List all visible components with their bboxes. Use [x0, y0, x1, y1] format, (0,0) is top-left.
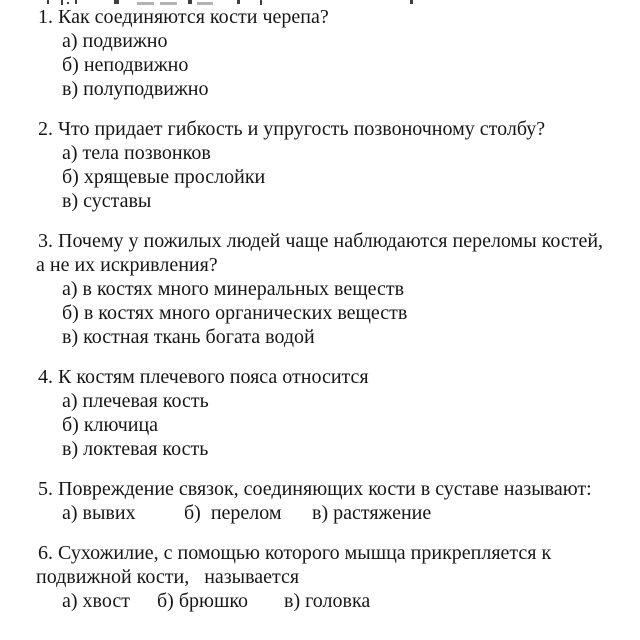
option-v: в) растяжение [312, 502, 432, 524]
option-a: а) подвижно [62, 30, 168, 52]
question-title: Сухожилие, с помощью которого мышца прикрепляется к [58, 542, 552, 564]
question-block-1 [38, 5, 632, 101]
option-v: в) костная ткань богата водой [62, 326, 315, 348]
option-b: б) неподвижно [62, 54, 189, 76]
question-text [38, 5, 632, 29]
clipped-text-fragment [188, 0, 192, 4]
option-v: в) головка [284, 590, 371, 612]
quiz-content [0, 5, 640, 613]
question-title: Что придает гибкость и упругость позвоночному столбу? [58, 118, 546, 140]
question-number: 6. [38, 542, 53, 564]
option-a: а) хвост [62, 590, 130, 612]
option-a: а) тела позвонков [62, 142, 211, 164]
question-block-4 [38, 365, 632, 461]
options-row [62, 501, 632, 525]
question-text [38, 477, 632, 501]
options-row [62, 589, 632, 613]
question-number: 4. [38, 366, 53, 388]
question-number: 3. [38, 230, 53, 252]
option-b: б) перелом [184, 502, 282, 524]
question-title: Как соединяются кости черепа? [58, 6, 329, 28]
question-block-3 [38, 229, 632, 349]
option-v: в) суставы [62, 190, 152, 212]
clipped-text-fragment [114, 0, 119, 4]
option-v: в) полуподвижно [62, 78, 209, 100]
question-number: 1. [38, 6, 53, 28]
question-block-5 [38, 477, 632, 525]
question-text [38, 229, 632, 253]
clipped-text-fragment [75, 0, 77, 4]
question-text [38, 365, 632, 389]
question-text [38, 117, 632, 141]
option-a: а) вывих [62, 502, 136, 524]
option-b: б) ключица [62, 414, 159, 436]
option-b: б) в костях много органических веществ [62, 302, 408, 324]
question-title: Почему у пожилых людей чаще наблюдаются переломы костей, [58, 230, 604, 252]
question-number: 5. [38, 478, 53, 500]
clipped-text-fragment [67, 2, 69, 4]
option-b: б) хрящевые прослойки [62, 166, 266, 188]
question-number: 2. [38, 118, 53, 140]
question-block-2 [38, 117, 632, 213]
option-v: в) локтевая кость [62, 438, 209, 460]
question-text-continuation: подвижной кости, называется [36, 566, 300, 588]
question-text-continuation: а не их искривления? [36, 254, 218, 276]
option-a: а) плечевая кость [62, 390, 209, 412]
option-a: а) в костях много минеральных веществ [62, 278, 405, 300]
option-b: б) брюшко [157, 590, 249, 612]
question-title: Повреждение связок, соединяющих кости в суставе называют: [58, 478, 592, 500]
question-title: К костям плечевого пояса относится [58, 366, 369, 388]
clipped-text-fragment [237, 0, 240, 4]
question-text [38, 541, 632, 565]
clipped-text-fragment [410, 0, 413, 4]
clipped-text-fragment [47, 0, 49, 4]
question-block-6 [38, 541, 632, 613]
